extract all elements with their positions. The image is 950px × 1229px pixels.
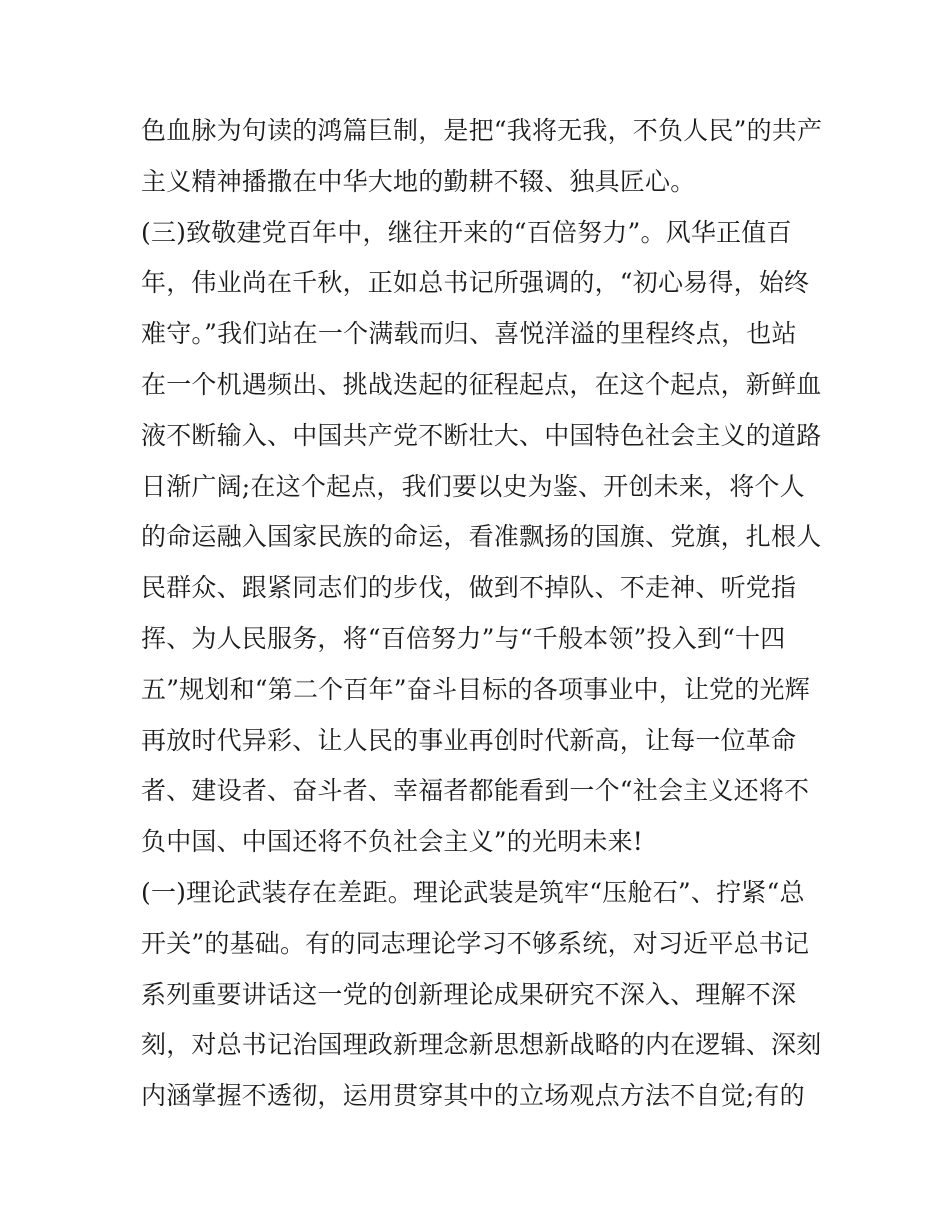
- text-line: 年，伟业尚在千秋，正如总书记所强调的，“初心易得，始终: [141, 268, 810, 298]
- text-line: 再放时代异彩、让人民的事业再创时代新高，让每一位革命: [141, 725, 797, 755]
- text-line: 挥、为人民服务，将“百倍努力”与“千般本领”投入到“十四: [141, 623, 786, 653]
- text-line: 刻，对总书记治国理政新理念新思想新战略的内在逻辑、深刻: [141, 1030, 822, 1060]
- text-line: 在一个机遇频出、挑战迭起的征程起点，在这个起点，新鲜血: [141, 369, 822, 399]
- text-line: (三)致敬建党百年中，继往开来的“百倍努力”。风华正值百: [141, 217, 792, 247]
- text-line: 五”规划和“第二个百年”奋斗目标的各项事业中，让党的光辉: [141, 674, 810, 704]
- text-line: 色血脉为句读的鸿篇巨制，是把“我将无我，不负人民”的共产: [141, 116, 823, 145]
- body-text: [141, 106, 821, 1122]
- text-line: 者、建设者、奋斗者、幸福者都能看到一个“社会主义还将不: [141, 776, 810, 806]
- text-line: 的命运融入国家民族的命运，看准飘扬的国旗、党旗，扎根人: [141, 522, 822, 552]
- text-line: 日渐广阔;在这个起点，我们要以史为鉴、开创未来，将个人: [141, 471, 805, 501]
- text-line: 开关”的基础。有的同志理论学习不够系统，对习近平总书记: [141, 928, 810, 958]
- text-line: (一)理论武装存在差距。理论武装是筑牢“压舱石”、拧紧“总: [141, 877, 805, 907]
- text-line: 液不断输入、中国共产党不断壮大、中国特色社会主义的道路: [141, 420, 822, 450]
- text-line: 难守。”我们站在一个满载而归、喜悦洋溢的里程终点，也站: [141, 319, 797, 349]
- text-line: 负中国、中国还将不负社会主义”的光明未来!: [141, 827, 644, 857]
- text-line: 系列重要讲话这一党的创新理论成果研究不深入、理解不深: [141, 979, 797, 1009]
- text-line: 内涵掌握不透彻，运用贯穿其中的立场观点方法不自觉;有的: [141, 1081, 805, 1111]
- text-line: 主义精神播撒在中华大地的勤耕不辍、独具匠心。: [141, 166, 696, 196]
- text-line: 民群众、跟紧同志们的步伐，做到不掉队、不走神、听党指: [141, 573, 797, 603]
